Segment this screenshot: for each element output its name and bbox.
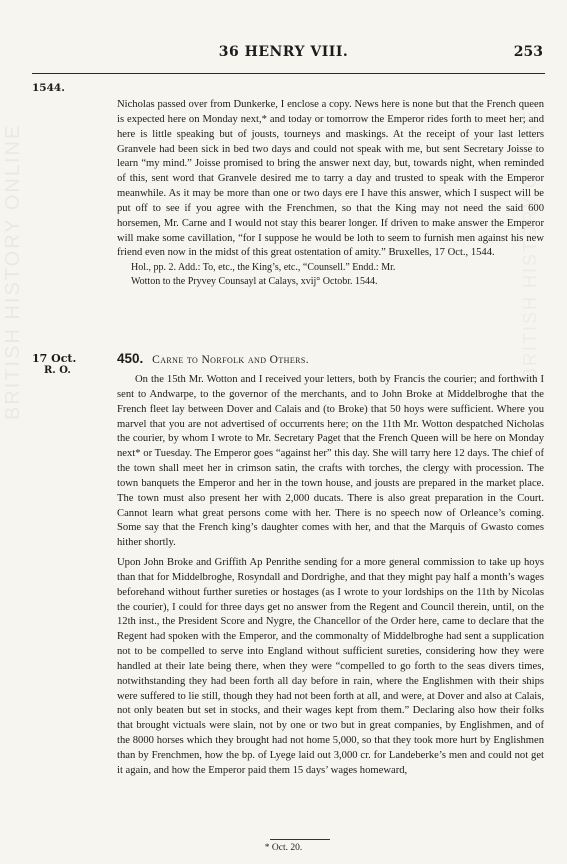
header-rule bbox=[32, 73, 545, 74]
continuation-paragraph: Nicholas passed over from Dunkerke, I enclose a copy. News here is none but that the French queen is expected here on Monday next,* and today or tomorrow the Emperor rides forth to meet her; and here is little speaking but of jousts, tourneys and maskings. At the receipt of your last letters Granvele had been sick in bed two days and could not speak with me, but sent Secretary Joisse to learn “my mind.” Joisse promised to bring the answer next day, but, towards night, when reminded of this, sent word that Granvele desired me to tarry a day and trusted to speak with the Emperor meanwhile. As it may be more than one or two days ere I have this answer, which I suspect will be put off to see if you agree with the Frenchmen, so that the King may not need the said 600 horsemen, Mr. Carne and I would not stay this bearer longer. If driven to make answer the Emperor will make some cavillation, “for I suppose he would be loth to seem to furnish men against his new friend even now in the midst of this great ostentation of amity.” Bruxelles, 17 Oct., 1544. bbox=[117, 99, 544, 259]
page-number: 253 bbox=[513, 44, 543, 60]
endorsement-note-1: Hol., pp. 2. Add.: To, etc., the King’s, etc., “Counsell.” Endd.: Mr. bbox=[131, 262, 396, 274]
page-header bbox=[0, 44, 567, 64]
entry-title: Carne to Norfolk and Others. bbox=[152, 354, 309, 366]
entry-paragraph-2: Upon John Broke and Griffith Ap Penrithe sending for a more general commission to take up hoys than that for Middelbroghe, Rosyndall and Dordrighe, and that they might pay half a month’s wages beforehand without further sureties or hostages (as I wrote to your lordships on the 11th by Nicolas the courier), I could for three days get no answer from the Regent and Council therein, until, on the 12th inst., the President Score and Nygre, the Chancellor of the Order here, came to declare that the Regent had spoken with the Emperor, and the commonalty of Middelbroghe had sent a supplication not to be compelled to serve into England without sufficient sureties, considering how they were handled at their late being there, when they were “compelled to go forth to the seas divers times, notwithstanding they had been forth all day before in rain, where the Englishmen with their ships were suffered to lie still, though they had not been forth at all, and were, at Dover and also at Calais, not only beaten but set in stocks, and their wages kept from them.” Declaring also how their folks that brought victuals were slain, not by one or two but in great companies, by Englishmen, and of the 8000 horses which they brought had not home 5,000, so that they took more hurt by Englishmen than by Frenchmen, how the bp. of Lyege laid out 3,000 cr. for Landeberke’s men and could not get it again, and how the Emperor paid them 15 days’ wages homeward, bbox=[117, 557, 544, 776]
margin-year: 1544. bbox=[32, 82, 65, 94]
footnote: * Oct. 20. bbox=[264, 843, 303, 853]
entry-heading bbox=[117, 351, 309, 366]
continuation-block bbox=[117, 98, 544, 289]
entry-date: 17 Oct. bbox=[32, 352, 77, 365]
entry-paragraph-1: On the 15th Mr. Wotton and I received your letters, both by Francis the courier; and forthwith I sent to Andwarpe, to the governor of the merchants, and to John Broke at Middelbroghe that the French fleet lay between Dover and Calais and (to Broke) that 50 hoys were sufficient. Where you marvel that you are not advertised of occurrents here; on the 11th Mr. Wotton despatched Nicholas the courier, by whom I wrote to Mr. Secretary Paget that the French Queen will be here on Monday next* or Tuesday. The Emperor goes “against her” this day. She will tarry here 12 days. The chief of the town shall meet her in crimson satin, the crafts with torches, the clergy with procession. The town banquets the Emperor and her in the town house, and jousts are prepared in the market place. The town must also present her with 2,000 ducats. There is also great preparation in the Court. Cannot learn what great persons come with her. There is no speech now of Orleance’s coming. Some say that the French king’s daughter comes with her, and that the Marquis of Gwasto comes hither shortly. bbox=[117, 374, 544, 549]
watermark: BRITISH HISTORY ONLINE bbox=[2, 123, 24, 420]
entry-body-2 bbox=[117, 556, 544, 779]
entry-body-1 bbox=[117, 373, 544, 551]
entry-reference: R. O. bbox=[44, 365, 71, 376]
entry-number: 450. bbox=[117, 351, 144, 366]
running-head: 36 HENRY VIII. bbox=[218, 44, 349, 60]
footnote-rule bbox=[270, 839, 330, 840]
endorsement-note-2: Wotton to the Pryvey Counsayl at Calays, xvij° Octobr. 1544. bbox=[131, 276, 378, 288]
